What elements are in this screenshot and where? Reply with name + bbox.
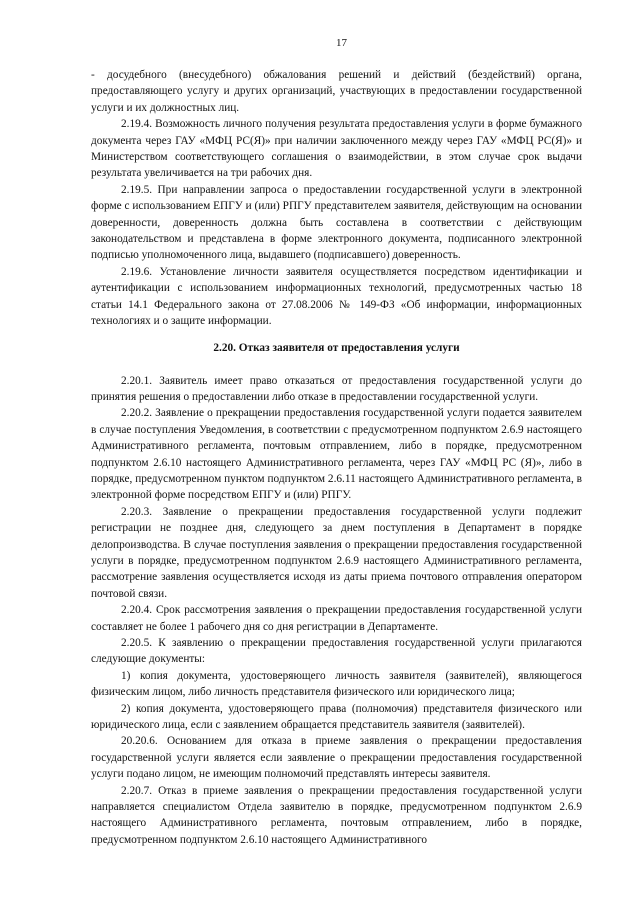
paragraph-pretrial-appeal: - досудебного (внесудебного) обжалования решений и действий (бездействий) органа, предоставляющего услугу и других организаций, участвующих в предоставлении государственной услуги и их должностных лиц. bbox=[91, 69, 582, 114]
paragraph-2-20-4: 2.20.4. Срок рассмотрения заявления о прекращении предоставления государственной услуги составляет не более 1 рабочего дня со дня регистрации в Департаменте. bbox=[91, 604, 582, 633]
paragraph-2-19-5: 2.19.5. При направлении запроса о предоставлении государственной услуги в электронной форме с использованием ЕПГУ и (или) РПГУ представителем заявителя, действующим на основании доверенности, доверенность должна быть составлена в соответствии с действующим законодательством и представлена в форме электронного документа, подписанного электронной подписью уполномоченного лица, выдавшего (подписавшего) доверенность. bbox=[91, 183, 582, 262]
list-item-1: 1) копия документа, удостоверяющего личность заявителя (заявителей), являющегося физическим лицом, либо личность представителя физического или юридического лица; bbox=[91, 669, 582, 699]
page-number: 17 bbox=[336, 37, 347, 49]
paragraph-2-20-7: 2.20.7. Отказ в приеме заявления о прекращении предоставления государственной услуги направляется специалистом Отдела заявителю в порядке, предусмотренном подпунктом 2.6.9 настоящего Административного регламента, почтовым отправлением, либо в порядке, предусмотренном подпунктом 2.6.10 настоящего Административного bbox=[91, 784, 582, 846]
paragraph-2-20-1: 2.20.1. Заявитель имеет право отказаться от предоставления государственной услуги до принятия решения о предоставлении либо отказе в предоставлении государственной услуги. bbox=[91, 374, 582, 403]
paragraph-20-20-6: 20.20.6. Основанием для отказа в приеме заявления о прекращении предоставления государственной услуги является если заявление о прекращении предоставления государственной услуги подано лицом, не имеющим полномочий представлять интересы заявителя. bbox=[91, 735, 582, 781]
paragraph-2-19-4: 2.19.4. Возможность личного получения результата предоставления услуги в форме бумажного документа через ГАУ «МФЦ РС(Я)» при наличии заключенного между через ГАУ «МФЦ РС(Я)» и Министерством соответствующего соглашения о взаимодействии, в этом случае срок выдачи результата увеличивается на три рабочих дня. bbox=[91, 118, 582, 180]
section-2-20-body bbox=[91, 373, 582, 849]
paragraph-2-20-3: 2.20.3. Заявление о прекращении предоставления государственной услуги подлежит регистрации не позднее дня, следующего за днем поступления в Департамент в порядке делопроизводства. В случае поступления заявления о прекращении предоставления государственной услуги в порядке, предусмотренном подпунктом 2.6.9 настоящего Административного регламента, рассмотрение заявления осуществляется исходя из даты приема почтового отправления оператором почтовой связи. bbox=[91, 505, 582, 600]
paragraph-2-20-5: 2.20.5. К заявлению о прекращении предоставления государственной услуги прилагаются следующие документы: bbox=[91, 637, 582, 666]
paragraph-2-20-2: 2.20.2. Заявление о прекращении предоставления государственной услуги подается заявителем в случае поступления Уведомления, в соответствии с предусмотренном подпунктом 2.6.9 настоящего Административного регламента, почтовым отправлением, либо в порядке, предусмотренном подпунктом 2.6.10 настоящего Административного регламента, через ГАУ «МФЦ РС (Я)», либо в порядке, предусмотренном пунктом подпунктом 2.6.11 настоящего Административного регламента, в электронной форме посредством ЕПГУ и (или) РПГУ. bbox=[91, 407, 582, 502]
paragraph-2-19-6: 2.19.6. Установление личности заявителя осуществляется посредством идентификации и аутентификации с использованием информационных технологий, предусмотренных частью 18 статьи 14.1 Федерального закона от 27.08.2006 № 149-ФЗ «Об информации, информационных технологиях и о защите информации. bbox=[91, 265, 582, 328]
section-heading-2-20: 2.20. Отказ заявителя от предоставления услуги bbox=[213, 341, 460, 354]
section-2-19-continuation bbox=[91, 67, 582, 330]
list-item-2: 2) копия документа, удостоверяющего права (полномочия) представителя физического или юридического лица, если с заявлением обращается представитель заявителя (заявителей). bbox=[91, 702, 582, 732]
